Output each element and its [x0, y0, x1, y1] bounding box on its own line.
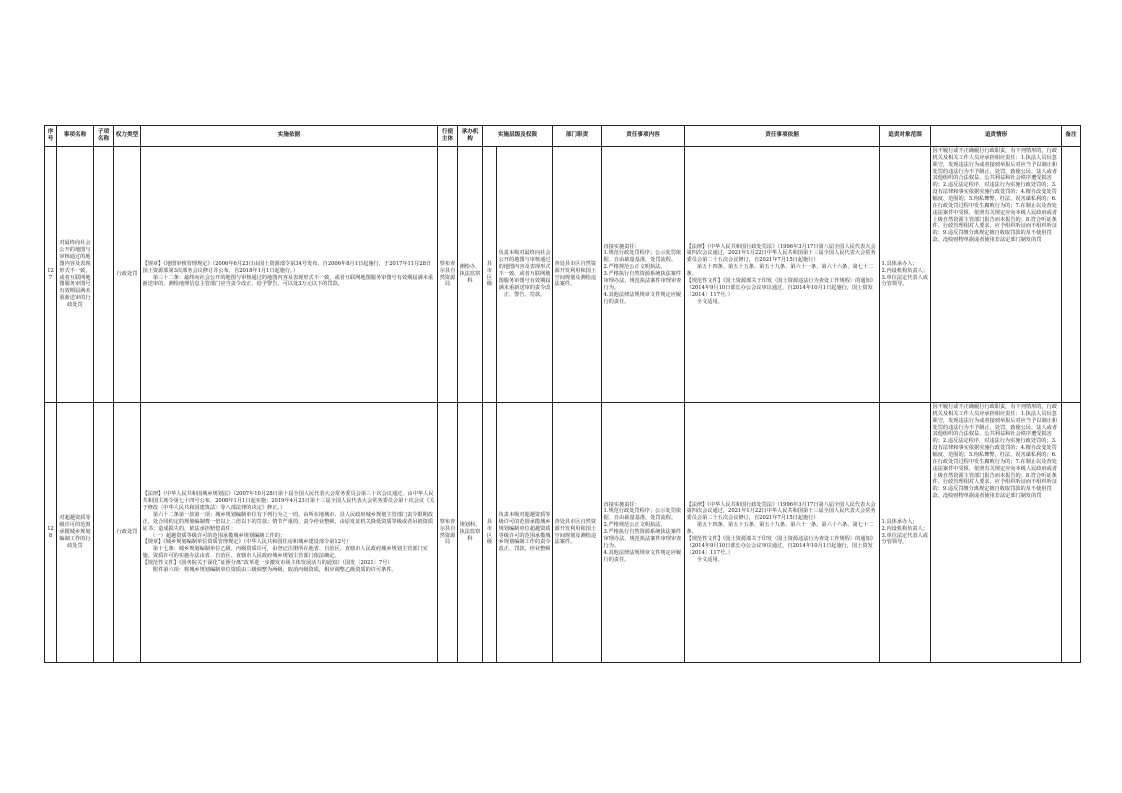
- row-subject: 察布查尔县自然资源局: [438, 147, 458, 403]
- resp-basis-paragraph: 第五十四条、第五十五条、第五十九条、第六十一条、第六十六条、第七十二条。: [686, 522, 874, 536]
- row-seq: 128: [45, 403, 57, 663]
- resp-content-line: 2.严格规范公正文明执法。: [603, 522, 666, 529]
- header-circumstances: 追责情形: [931, 126, 1062, 147]
- header-subject: 行使主体: [438, 126, 458, 147]
- resp-basis-paragraph: 【法律】《中华人民共和国行政处罚法》（1996年3月17日第八届全国人民代表大会第四次会议通过，2021年1月22日中华人民共和国第十三届全国人民代表大会常务委员会第二十五次会议修订，自2021年7月15日起施行）: [686, 501, 876, 522]
- header-resp-content: 责任事项内容: [602, 126, 685, 147]
- accountable-line: 3.单位法定代表人或分管领导。: [881, 274, 928, 288]
- accountable-line: 1.具体承办人；: [881, 260, 918, 267]
- resp-basis-paragraph: 第五十四条、第五十五条、第五十九条、第六十一条、第六十六条、第七十二条。: [686, 264, 874, 278]
- accountable-line: 2.内设机构负责人；: [881, 267, 928, 274]
- header-dept-duty: 部门职责: [553, 126, 602, 147]
- row-office: 规划科、执法监察科: [458, 403, 483, 663]
- resp-content-line: 直接实施责任：: [603, 243, 640, 250]
- resp-basis-paragraph: 全文适用。: [686, 556, 723, 563]
- header-office: 承办机构: [458, 126, 483, 147]
- resp-basis-paragraph: 【规范性文件】《国土资源部关于印发〈国土资源违法行为查处工作规程〉的通知》（2014年9月10日部长办公会议审议通过，自2014年10月1日起施行，国土资发〔2014〕117号。）: [686, 277, 876, 298]
- resp-basis-paragraph: 【法律】《中华人民共和国行政处罚法》（1996年3月17日第八届全国人民代表大会第四次会议通过，2021年1月22日中华人民共和国第十三届全国人民代表大会常务委员会第二十五次会议修订，自2021年7月15日起施行）: [686, 243, 876, 264]
- basis-paragraph: 第六十二条第一款第一项：城乡规划编制单位有下列行为之一的，由所在地城市、县人民政府城乡规划主管部门责令限期改正，处合同约定的规划编制费一倍以上二倍以下的罚款；情节严重的，责令停业整顿，由原发证机关降低资质等级或者吊销资质证书；造成损失的，依法承担赔偿责任：: [142, 511, 434, 532]
- accountable-line: 3.单位法定代表人或分管领导。: [881, 532, 928, 546]
- resp-content-line: 3.严格执行自然资源系统执法案件审理办法，规范执法案件审理审查行为。: [603, 529, 682, 549]
- row-dept-duty: 查处县市区自然资源开发利用和国土空间规划及测绘违法案件。: [553, 403, 602, 663]
- accountable-line: 2.内设机构负责人；: [881, 525, 928, 532]
- row-resp-content: [602, 147, 685, 403]
- resp-basis-paragraph: 全文适用。: [686, 298, 723, 305]
- table-row: [45, 147, 1081, 403]
- row-basis: [141, 147, 438, 403]
- basis-paragraph: 【规章】《城乡规划编制单位资质管理规定》（中华人民共和国住房和城乡建设部令第12号）: [142, 539, 352, 546]
- resp-basis-paragraph: 【规范性文件】《国土资源部关于印发〈国土资源违法行为查处工作规程〉的通知》（2014年9月10日部长办公会议审议通过，自2014年10月1日起施行，国土资发〔2014〕117号。）: [686, 535, 876, 556]
- row-accountable: [880, 147, 931, 403]
- row-note: [1062, 403, 1081, 663]
- header-subitem: 子项名称: [94, 126, 114, 147]
- row-basis: [141, 403, 438, 663]
- row-resp-basis: [685, 403, 880, 663]
- row-subject: 察布查尔县自然资源局: [438, 403, 458, 663]
- row-circumstances: 因不履行或不正确履行行政职责，有下列情形的，行政机关及相关工作人员应承担相应责任：1.执法人员玩忽职守，发现违法行为或者接到举报后对应当予以制止和处罚的违法行为不予制止、处罚，致使公民、法人或者其他组织的合法权益、公共利益和社会秩序遭受损害的；2.违反法定程序，对违法行为实施行政处罚的；3.没有法律和事实依据实施行政处罚的；4.擅自改变处罚幅度、范围的；5.徇私舞弊，枉法、误害谋私利的；6.在行政处罚过程中发生腐败行为的；7.在制止以及查处违法案件中受阻，依照有关规定应向本级人民政府或者上级自然资源主管部门报告而未报告的；8.符合听证条件、行政管理相对人要求，应予组织听证而不组织听证的；9.违反罚缴分离规定擅自收取罚款的及不使用罚款、没收财物单据或者使用非法定部门制发的罚: [931, 403, 1062, 663]
- basis-paragraph: 第十七条：城乡规划编制单位乙级、丙级资质许可，由登记注册所在地省、自治区、直辖市人民政府城乡规划主管部门实施。资质许可的实施办法由省、自治区、直辖市人民政府城乡规划主管部门依法确定。: [142, 546, 428, 560]
- resp-content-line: 4.其他法律法规规章文件规定应履行的责任。: [603, 291, 682, 305]
- header-level: 实施层级及权限: [483, 126, 553, 147]
- row-dept-duty: 查处县市区自然资源开发利用和国土空间规划及测绘违法案件。: [553, 147, 602, 403]
- row-level: 负责本级对最终向社会公开的地图与审核通过的地图内容及表现形式不一致，或者互联网地图服务审图号有效期届满未重新送审的责令改正、警告、罚款。: [497, 147, 553, 403]
- resp-content-line: 4.其他法律法规规章文件规定应履行的责任。: [603, 549, 682, 563]
- resp-content-line: 1.规范行政处罚程序；公示处罚依据、自由裁量基准，处罚流程。: [603, 508, 682, 522]
- resp-content-line: 2.严格规范公正文明执法。: [603, 264, 666, 271]
- row-subitem: [94, 147, 114, 403]
- header-power-type: 权力类型: [114, 126, 141, 147]
- basis-paragraph: 【规范性文件】《国务院关于深化“证照分离”改革进一步激发市场主体发展活力的通知》（国发〔2021〕7号）: [142, 559, 393, 566]
- row-resp-basis: [685, 147, 880, 403]
- table-header-row: [45, 126, 1081, 147]
- resp-content-line: 3.严格执行自然资源系统执法案件审理办法，规范执法案件审理审查行为。: [603, 271, 682, 291]
- row-item-name: 对超越资质等级许可的范围承揽城乡规划编制工作的行政处罚: [57, 403, 94, 663]
- resp-content-line: 1.规范行政处罚程序；公示处罚依据、自由裁量基准，处罚流程。: [603, 250, 682, 264]
- row-item-name: 对最终向社会公开的地图与审核通过的地图内容及表现形式不一致，或者互联网地图服务审图号有效期届满未重新送审的行政处罚: [57, 147, 94, 403]
- basis-paragraph: 附件第六项：将城乡规划编制单位资质由三级调整为两级，取消丙级资质，相应调整乙级资质的许可条件。: [142, 566, 397, 573]
- row-subitem: [94, 403, 114, 663]
- basis-paragraph: 【规章】《地图审核管理规定》（2006年6月23日由国土资源部令第34号发布，自2006年8月1日起施行，于2017年11月28日国土资源部第3次部务会议修订并公布，自2018年1月1日起施行。）: [142, 260, 432, 274]
- header-accountable: 追责对象范围: [880, 126, 931, 147]
- row-office: 测绘办、执法监察科: [458, 147, 483, 403]
- basis-paragraph: 第三十二条：最终向社会公开的地图与审核通过的地图内容及表现形式不一致，或者互联网地图服务审图号有效期届满未重新送审的，测绘地理信息主管部门应当责令改正、给予警告，可以处3万元以下的罚款。: [142, 274, 434, 288]
- basis-paragraph: 【法律】《中华人民共和国城乡规划法》（2007年10月28日第十届全国人民代表大会常务委员会第三十次会议通过，由中华人民共和国主席令第七十四号公布，2008年1月1日起实施；2019年4月23日第十三届全国人民代表大会常务委员会第十次会议《关于修改〈中华人民共和国建筑法〉等八部法律的决定》修正。）: [142, 491, 435, 512]
- row-level-scope: 县市区级: [483, 147, 497, 403]
- row-accountable: [880, 403, 931, 663]
- power-list-table: [44, 125, 1081, 663]
- accountable-line: 1.具体承办人；: [881, 518, 918, 525]
- row-level: 负责本级对超越资质等级许可的范围承揽城乡规划编制单位超越资质等级许可的范围承揽城乡规划编制工作的责令改正、罚款，停业整顿: [497, 403, 553, 663]
- basis-paragraph: （一）超越资质等级许可的范围承揽城乡规划编制工作的；: [142, 532, 286, 539]
- row-circumstances: 因不履行或不正确履行行政职责，有下列情形的，行政机关及相关工作人员应承担相应责任：1.执法人员玩忽职守，发现违法行为或者接到举报后对应当予以制止和处罚的违法行为不予制止、处罚，致使公民、法人或者其他组织的合法权益、公共利益和社会秩序遭受损害的；2.违反法定程序，对违法行为实施行政处罚的；3.没有法律和事实依据实施行政处罚的；4.擅自改变处罚幅度、范围的；5.徇私舞弊，枉法、误害谋私利的；6.在行政处罚过程中发生腐败行为的；7.在制止以及查处违法案件中受阻，依照有关规定应向本级人民政府或者上级自然资源主管部门报告而未报告的；8.符合听证条件、行政管理相对人要求，应予组织听证而不组织听证的；9.违反罚缴分离规定擅自收取罚款的及不使用罚款、没收财物单据或者使用非法定部门制发的罚: [931, 147, 1062, 403]
- row-seq: 127: [45, 147, 57, 403]
- header-item: 事项名称: [57, 126, 94, 147]
- row-power-type: 行政处罚: [114, 403, 141, 663]
- header-resp-basis: 责任事项依据: [685, 126, 880, 147]
- table-row: [45, 403, 1081, 663]
- row-note: [1062, 147, 1081, 403]
- row-level-scope: 县市区级: [483, 403, 497, 663]
- header-note: 备注: [1062, 126, 1081, 147]
- resp-content-line: 直接实施责任：: [603, 501, 640, 508]
- row-resp-content: [602, 403, 685, 663]
- header-basis: 实施依据: [141, 126, 438, 147]
- header-seq: 序号: [45, 126, 57, 147]
- row-power-type: 行政处罚: [114, 147, 141, 403]
